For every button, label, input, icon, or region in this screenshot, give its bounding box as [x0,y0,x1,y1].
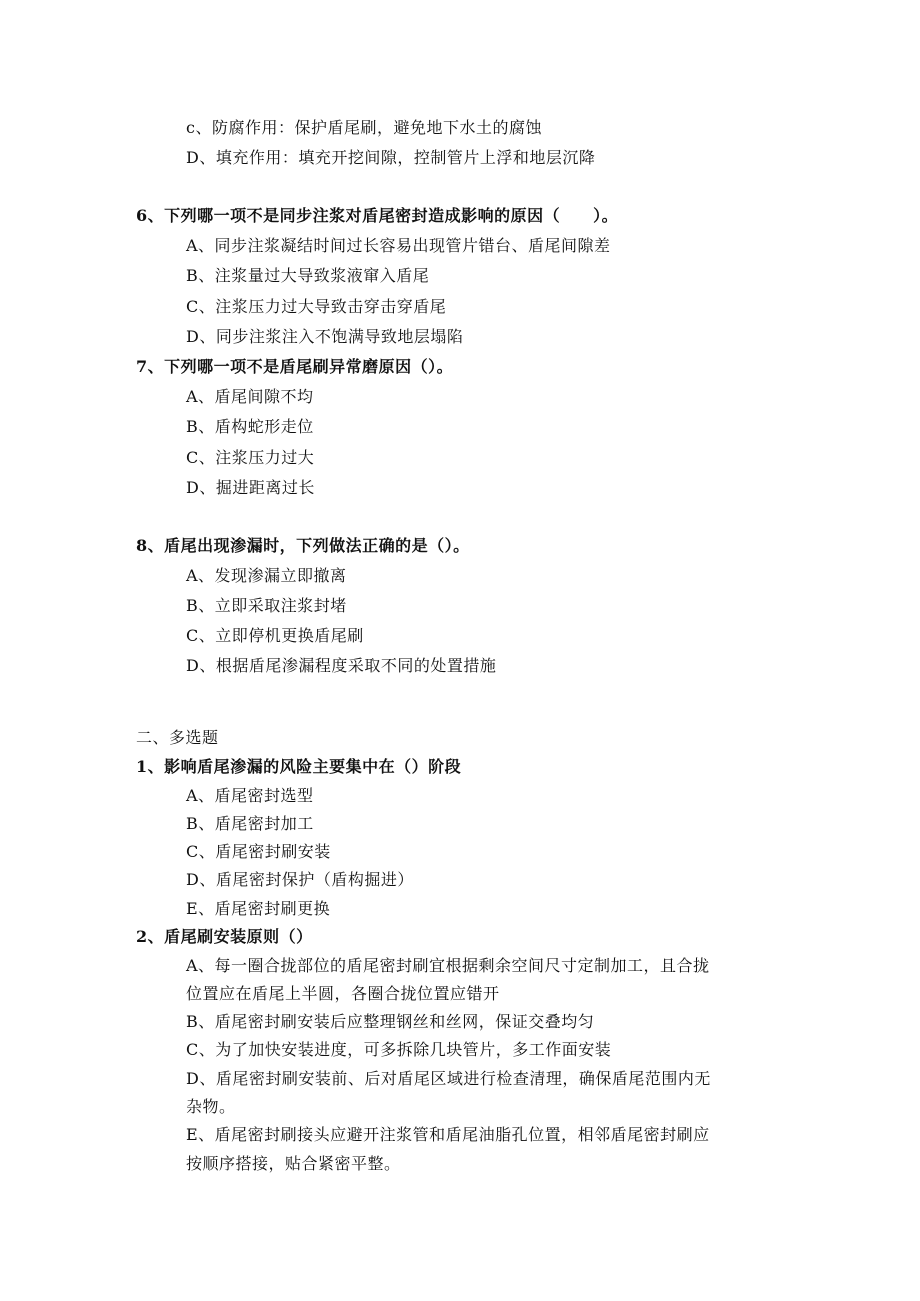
question-8-option-b: B、立即采取注浆封堵 [186,596,347,615]
multi-question-2-option-d-line2: 杂物。 [186,1097,236,1116]
question-6-option-a: A、同步注浆凝结时间过长容易出现管片错台、盾尾间隙差 [186,236,611,255]
multi-question-2-option-a-line2: 位置应在盾尾上半圆，各圈合拢位置应错开 [186,984,500,1003]
multi-question-1-stem: 1、影响盾尾渗漏的风险主要集中在（）阶段 [136,757,462,776]
prev-option-d: D、填充作用：填充开挖间隙，控制管片上浮和地层沉降 [186,148,596,167]
multi-question-2-option-d-line1: D、盾尾密封刷安装前、后对盾尾区域进行检查清理，确保盾尾范围内无 [186,1069,711,1088]
question-7-option-d: D、掘进距离过长 [186,478,315,497]
prev-option-c: c、防腐作用：保护盾尾刷，避免地下水土的腐蚀 [186,118,542,137]
question-7-stem: 7、下列哪一项不是盾尾刷异常磨原因（）。 [136,357,454,376]
multi-question-2-option-c: C、为了加快安装进度，可多拆除几块管片，多工作面安装 [186,1040,612,1059]
question-8-option-c: C、立即停机更换盾尾刷 [186,626,364,645]
question-8-option-a: A、发现渗漏立即撤离 [186,566,347,585]
question-6-option-d: D、同步注浆注入不饱满导致地层塌陷 [186,327,464,346]
question-6-option-b: B、注浆量过大导致浆液窜入盾尾 [186,266,430,285]
multi-question-2-option-e-line2: 按顺序搭接，贴合紧密平整。 [186,1154,401,1173]
question-7-option-c: C、注浆压力过大 [186,448,315,467]
question-8-stem: 8、盾尾出现渗漏时，下列做法正确的是（）。 [136,536,470,555]
multi-question-1-option-e: E、盾尾密封刷更换 [186,899,331,918]
question-6-option-c: C、注浆压力过大导致击穿击穿盾尾 [186,297,447,316]
multi-question-2-option-b: B、盾尾密封刷安装后应整理钢丝和丝网，保证交叠均匀 [186,1012,595,1031]
multi-question-1-option-b: B、盾尾密封加工 [186,814,314,833]
multi-question-2-option-e-line1: E、盾尾密封刷接头应避开注浆管和盾尾油脂孔位置，相邻盾尾密封刷应 [186,1125,710,1144]
multi-question-1-option-a: A、盾尾密封选型 [186,786,314,805]
question-6-stem: 6、下列哪一项不是同步注浆对盾尾密封造成影响的原因（ ）。 [136,206,619,225]
multi-question-1-option-c: C、盾尾密封刷安装 [186,842,331,861]
question-7-option-a: A、盾尾间隙不均 [186,387,314,406]
section-title-multiple-choice: 二、多选题 [136,728,219,747]
question-7-option-b: B、盾构蛇形走位 [186,417,314,436]
question-8-option-d: D、根据盾尾渗漏程度采取不同的处置措施 [186,656,497,675]
multi-question-2-option-a-line1: A、每一圈合拢部位的盾尾密封刷宜根据剩余空间尺寸定制加工，且合拢 [186,956,710,975]
multi-question-1-option-d: D、盾尾密封保护（盾构掘进） [186,870,414,889]
multi-question-2-stem: 2、盾尾刷安装原则（） [136,927,313,946]
